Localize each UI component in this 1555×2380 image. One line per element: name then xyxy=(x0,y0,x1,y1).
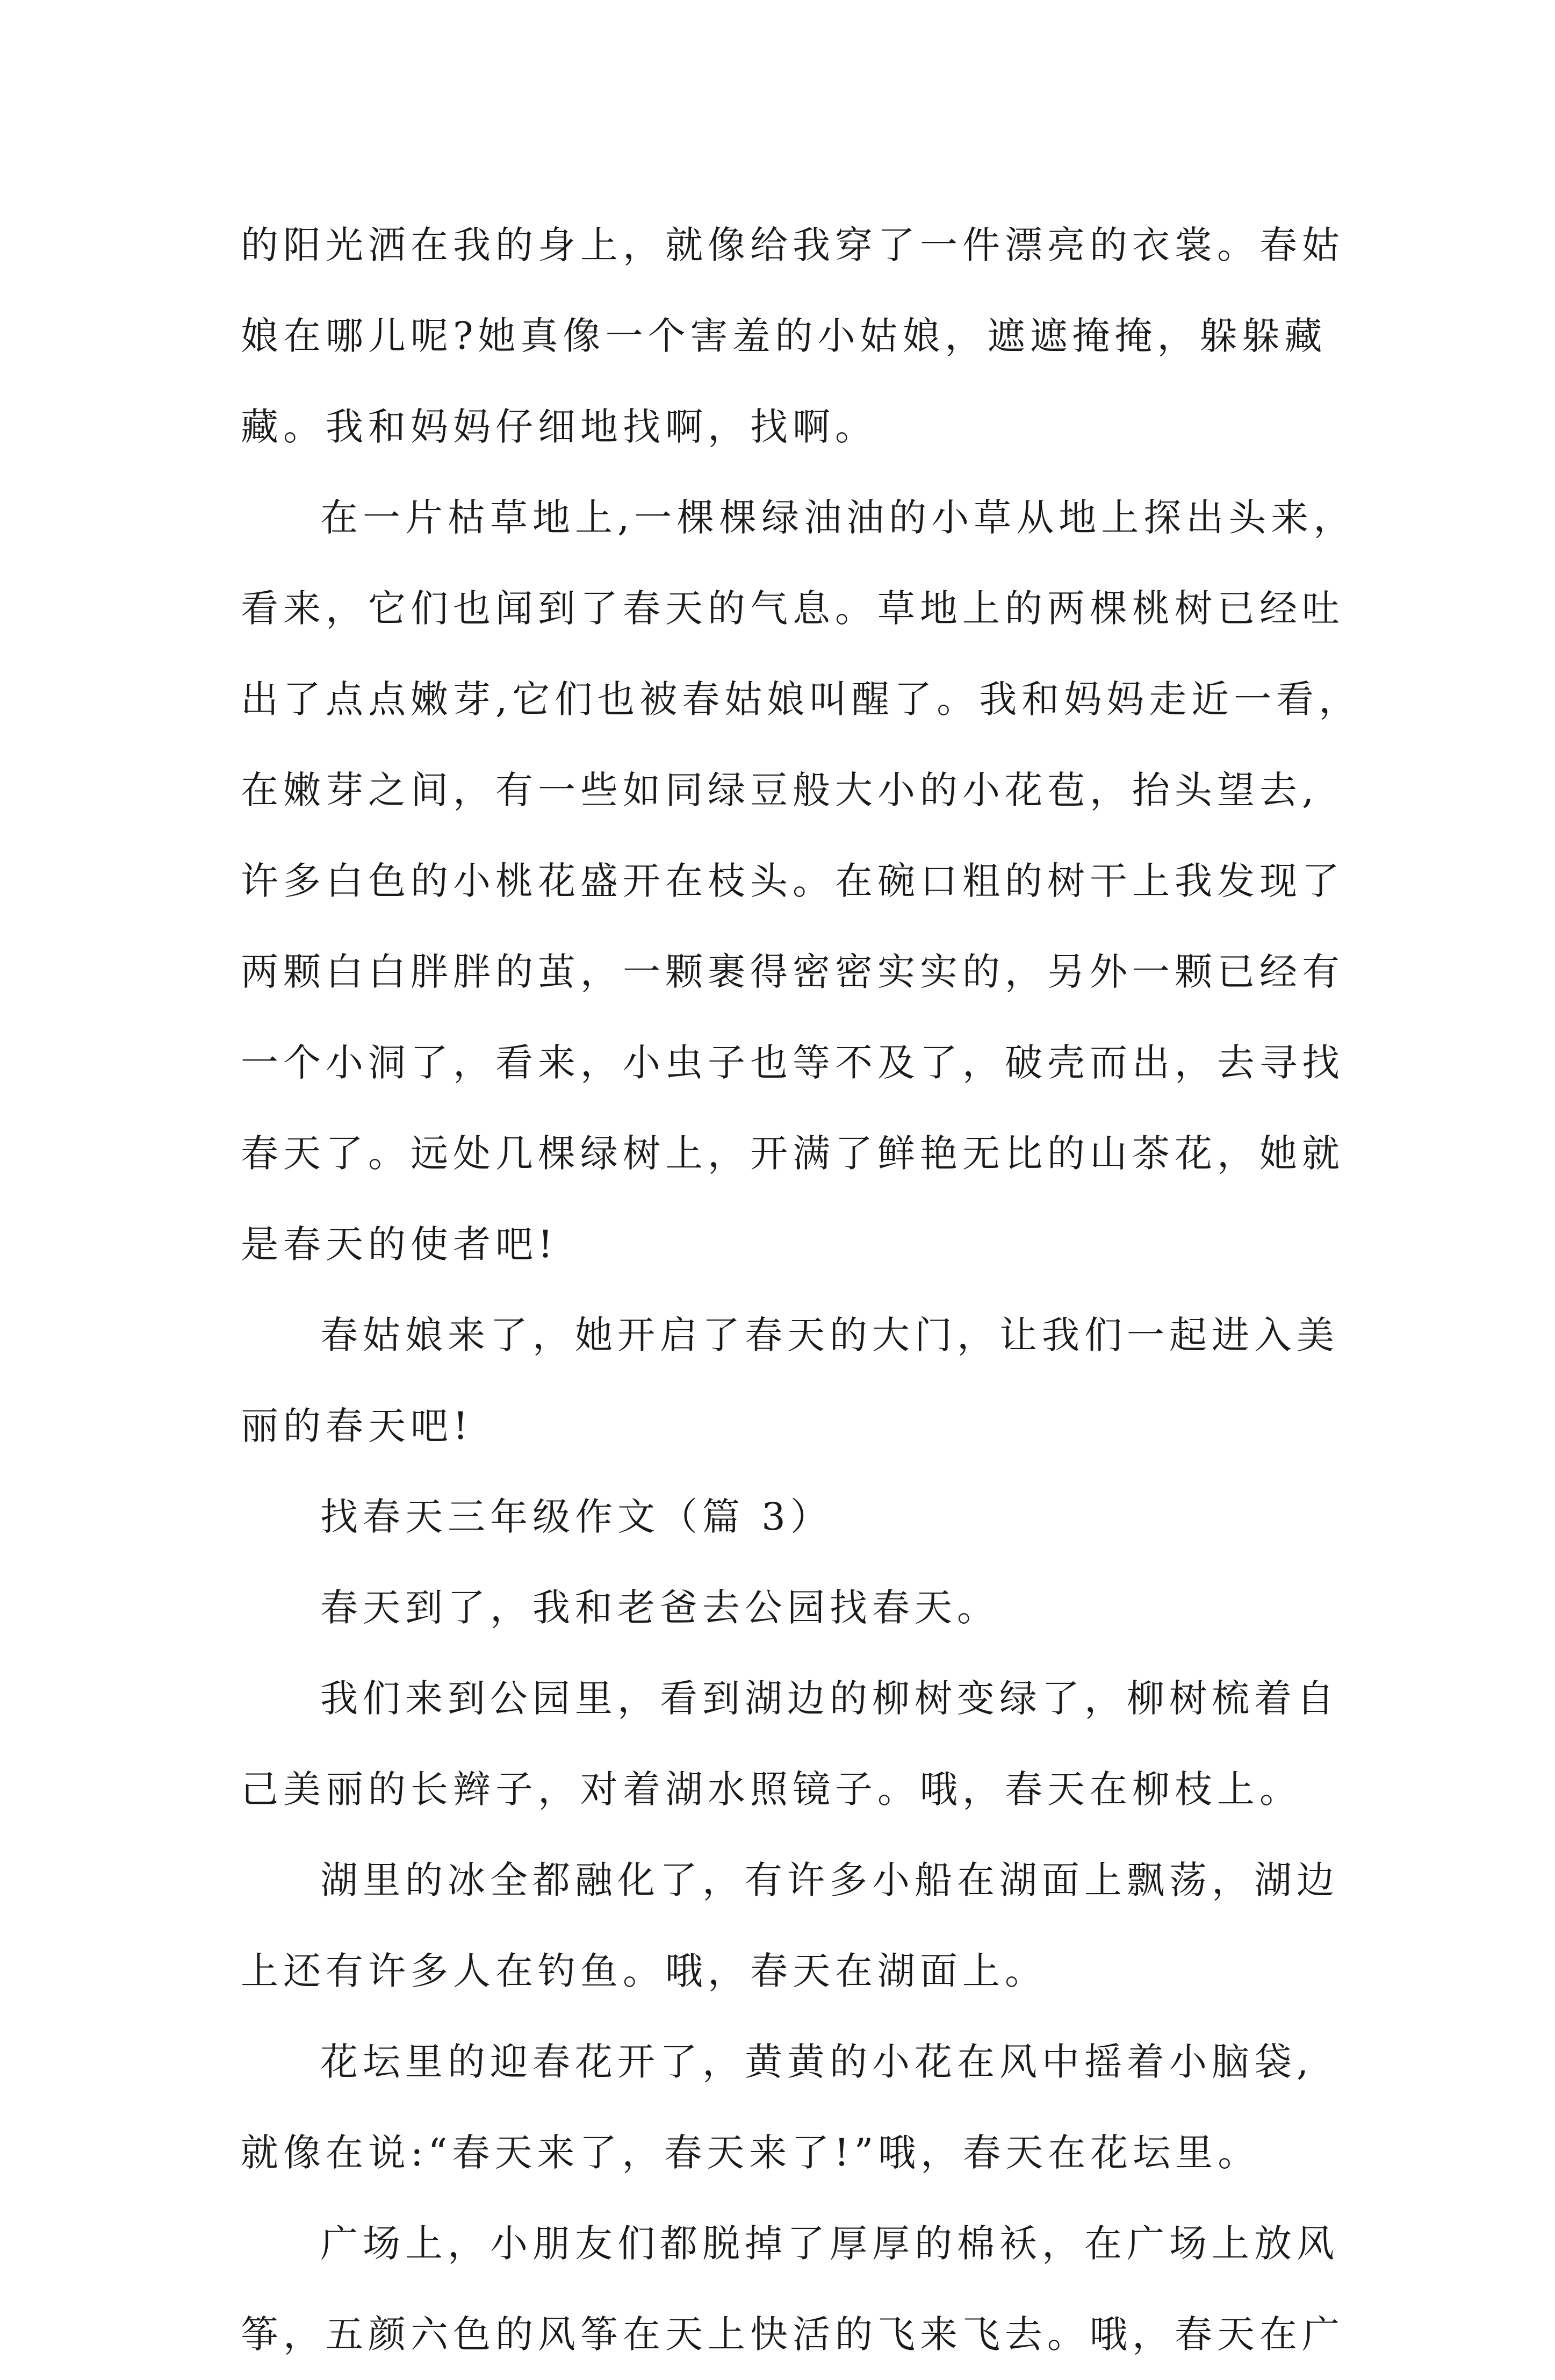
paragraph-first-line: 湖里的冰全都融化了，有许多小船在湖面上飘荡，湖边 xyxy=(320,1858,1339,1902)
paragraph-first-line: 在一片枯草地上,一棵棵绿油油的小草从地上探出头来， xyxy=(320,496,1356,540)
text-line: 上还有许多人在钓鱼。哦，春天在湖面上。 xyxy=(241,1949,1047,1993)
paragraph-first-line: 春天到了，我和老爸去公园找春天。 xyxy=(320,1586,999,1630)
text-line: 看来，它们也闻到了春天的气息。草地上的两棵桃树已经吐 xyxy=(241,586,1344,630)
text-line: 一个小洞了，看来，小虫子也等不及了，破壳而出，去寻找 xyxy=(241,1041,1344,1085)
document-page xyxy=(241,200,1362,2380)
text-line: 丽的春天吧! xyxy=(241,1404,473,1448)
text-line: 出了点点嫩芽,它们也被春姑娘叫醒了。我和妈妈走近一看， xyxy=(241,677,1362,721)
text-line: 许多白色的小桃花盛开在枝头。在碗口粗的树干上我发现了 xyxy=(241,859,1344,903)
text-line: 春天了。远处几棵绿树上，开满了鲜艳无比的山茶花，她就 xyxy=(241,1131,1344,1175)
section-heading: 找春天三年级作文（篇 3） xyxy=(320,1495,833,1539)
text-line: 是春天的使者吧! xyxy=(241,1222,558,1266)
text-line: 筝，五颜六色的风筝在天上快活的飞来飞去。哦，春天在广 xyxy=(241,2312,1344,2356)
paragraph-first-line: 广场上，小朋友们都脱掉了厚厚的棉袄，在广场上放风 xyxy=(320,2221,1339,2266)
text-line: 就像在说:“春天来了，春天来了!”哦，春天在花坛里。 xyxy=(241,2131,1261,2175)
text-line: 两颗白白胖胖的茧，一颗裹得密密实实的，另外一颗已经有 xyxy=(241,950,1344,994)
text-line: 己美丽的长辫子，对着湖水照镜子。哦，春天在柳枝上。 xyxy=(241,1767,1302,1811)
text-line: 的阳光洒在我的身上，就像给我穿了一件漂亮的衣裳。春姑 xyxy=(241,223,1344,267)
text-line: 藏。我和妈妈仔细地找啊，找啊。 xyxy=(241,405,877,449)
paragraph-first-line: 我们来到公园里，看到湖边的柳树变绿了，柳树梳着自 xyxy=(320,1676,1339,1721)
text-line: 娘在哪儿呢?她真像一个害羞的小姑娘，遮遮掩掩，躲躲藏 xyxy=(241,314,1327,358)
text-line: 在嫩芽之间，有一些如同绿豆般大小的小花苞，抬头望去, xyxy=(241,768,1319,812)
paragraph-first-line: 花坛里的迎春花开了，黄黄的小花在风中摇着小脑袋, xyxy=(320,2040,1314,2084)
paragraph-first-line: 春姑娘来了，她开启了春天的大门，让我们一起进入美 xyxy=(320,1313,1339,1357)
